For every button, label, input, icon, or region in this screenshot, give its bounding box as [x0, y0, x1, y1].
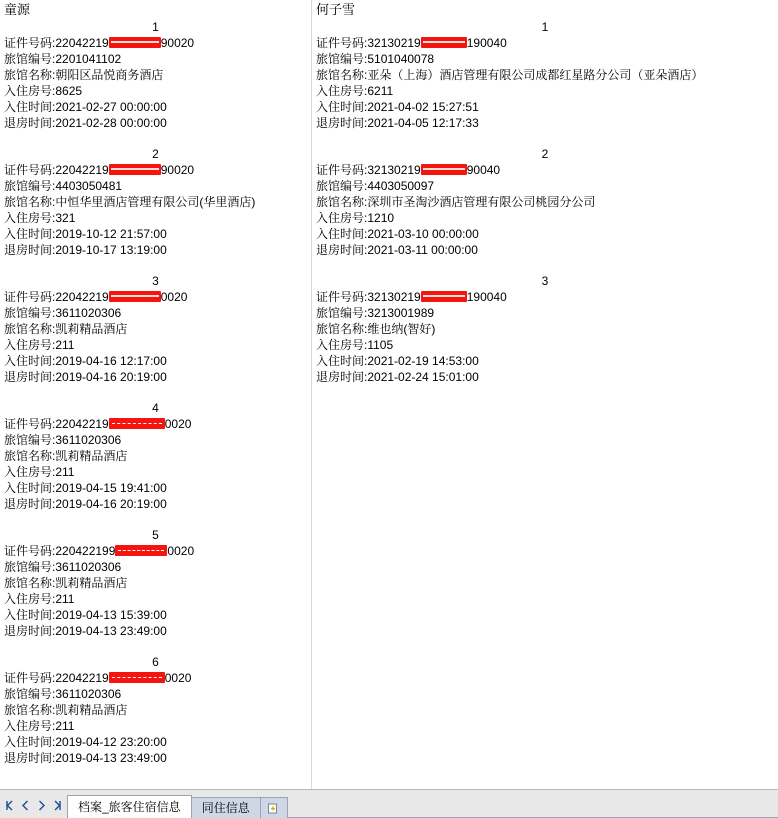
- record-field: [0, 464, 311, 480]
- record-index: 3: [541, 274, 549, 288]
- record-index: 1: [541, 20, 549, 34]
- field-value: 2021-02-28 00:00:00: [55, 116, 167, 130]
- redaction-bar-icon: [421, 291, 467, 302]
- field-label: 退房时间:: [316, 370, 368, 384]
- record-spacer: [0, 512, 311, 528]
- field-value: 2019-04-13 15:39:00: [55, 608, 167, 622]
- field-label: 旅馆编号:: [4, 433, 56, 447]
- person-name-left: 童源: [4, 2, 31, 17]
- record-field: [0, 289, 311, 305]
- record-index: 2: [152, 147, 159, 161]
- field-label: 退房时间:: [316, 116, 368, 130]
- record-field: [0, 210, 311, 226]
- field-value: 3213001989: [367, 306, 435, 320]
- field-value-suffix: 90020: [160, 36, 195, 50]
- field-value: 维也纳(智好): [367, 322, 436, 336]
- record-field: [0, 99, 311, 115]
- field-value: 2019-04-15 19:41:00: [55, 481, 167, 495]
- field-value-prefix: 22042219: [55, 671, 109, 685]
- field-value: 211: [55, 465, 75, 479]
- record-field: [0, 559, 311, 575]
- field-label: 旅馆名称:: [316, 322, 368, 336]
- field-label: 退房时间:: [4, 243, 56, 257]
- field-label: 入住房号:: [4, 211, 56, 225]
- record-field: [0, 115, 311, 131]
- record-spacer: [312, 258, 778, 274]
- field-value: 2019-04-16 20:19:00: [55, 497, 167, 511]
- record-field: [312, 178, 778, 194]
- record-block: [312, 147, 778, 258]
- record-field: [0, 480, 311, 496]
- last-sheet-icon[interactable]: [52, 800, 63, 811]
- record-block: [312, 274, 778, 385]
- record-field: [0, 369, 311, 385]
- record-index: 1: [152, 20, 159, 34]
- sheet-tab-label: 档案_旅客住宿信息: [78, 800, 181, 814]
- field-label: 入住时间:: [4, 608, 56, 622]
- field-value: 2019-04-13 23:49:00: [55, 751, 167, 765]
- record-spacer: [312, 131, 778, 147]
- field-label: 入住时间:: [4, 100, 56, 114]
- field-value: 亚朵（上海）酒店管理有限公司成都红星路分公司（亚朵酒店）: [367, 68, 704, 82]
- record-field: [0, 416, 311, 432]
- field-label: 旅馆名称:: [316, 68, 368, 82]
- field-label: 旅馆编号:: [4, 687, 56, 701]
- sheet-nav-arrows[interactable]: [0, 794, 67, 818]
- redaction-bar-icon: [421, 164, 467, 175]
- field-label: 入住房号:: [4, 338, 56, 352]
- record-spacer: [0, 131, 311, 147]
- redaction-bar-icon: [109, 672, 165, 683]
- record-field: [0, 686, 311, 702]
- field-label: 入住房号:: [316, 84, 368, 98]
- record-field: [0, 242, 311, 258]
- field-value-prefix: 32130219: [367, 36, 421, 50]
- field-value: 3611020306: [55, 306, 122, 320]
- record-field: [0, 321, 311, 337]
- record-field: [312, 353, 778, 369]
- field-value: 2021-02-24 15:01:00: [367, 370, 479, 384]
- field-value-suffix: 90020: [160, 163, 195, 177]
- redaction-bar-icon: [109, 291, 161, 302]
- field-value: 2021-04-05 12:17:33: [367, 116, 479, 130]
- field-value: 321: [55, 211, 76, 225]
- record-index: 5: [152, 528, 159, 542]
- field-label: 入住时间:: [4, 481, 56, 495]
- record-field: [312, 83, 778, 99]
- record-field: [312, 67, 778, 83]
- field-value: 2021-03-11 00:00:00: [367, 243, 478, 257]
- sheet-tabs: [67, 796, 260, 818]
- field-label: 旅馆名称:: [4, 703, 56, 717]
- field-value: 中恒华里酒店管理有限公司(华里酒店): [55, 195, 256, 209]
- record-field: [0, 178, 311, 194]
- field-value: 211: [55, 719, 75, 733]
- field-label: 证件号码:: [316, 36, 368, 50]
- field-value: 1210: [367, 211, 395, 225]
- field-label: 入住房号:: [316, 211, 368, 225]
- record-block: [0, 655, 311, 766]
- field-value-prefix: 32130219: [367, 290, 421, 304]
- record-field: [0, 734, 311, 750]
- field-value-prefix: 220422199: [55, 544, 116, 558]
- field-value: 211: [55, 338, 75, 352]
- field-value-suffix: 0020: [164, 417, 192, 431]
- record-block: [0, 20, 311, 131]
- field-label: 入住时间:: [316, 100, 368, 114]
- field-label: 退房时间:: [4, 497, 56, 511]
- field-label: 退房时间:: [4, 370, 56, 384]
- field-label: 证件号码:: [4, 417, 56, 431]
- record-block: [0, 528, 311, 639]
- left-column: [0, 0, 312, 766]
- field-label: 旅馆名称:: [4, 576, 56, 590]
- field-label: 旅馆编号:: [4, 179, 56, 193]
- field-value-prefix: 22042219: [55, 417, 109, 431]
- field-value: 朝阳区品悦商务酒店: [55, 68, 164, 82]
- person-name-right: 何子雪: [316, 2, 356, 17]
- field-value: 3611020306: [55, 433, 122, 447]
- field-value: 2201041102: [55, 52, 122, 66]
- field-value-suffix: 0020: [167, 544, 195, 558]
- field-value: 6211: [367, 84, 394, 98]
- record-field: [0, 432, 311, 448]
- field-value: 3611020306: [55, 560, 122, 574]
- record-field: [312, 194, 778, 210]
- field-label: 证件号码:: [4, 290, 56, 304]
- record-field: [0, 623, 311, 639]
- record-field: [312, 35, 778, 51]
- record-field: [312, 115, 778, 131]
- records-left: [0, 20, 311, 766]
- record-field: [312, 337, 778, 353]
- record-field: [0, 718, 311, 734]
- field-value-prefix: 22042219: [55, 163, 109, 177]
- field-value-prefix: 22042219: [55, 290, 109, 304]
- record-field: [0, 194, 311, 210]
- record-field: [0, 607, 311, 623]
- record-field: [0, 670, 311, 686]
- previous-sheet-icon[interactable]: [20, 800, 31, 811]
- redaction-bar-icon: [421, 37, 467, 48]
- field-value: 2021-02-19 14:53:00: [367, 354, 479, 368]
- field-label: 证件号码:: [4, 671, 56, 685]
- field-value: 5101040078: [367, 52, 435, 66]
- field-label: 退房时间:: [4, 624, 56, 638]
- field-label: 入住时间:: [316, 354, 368, 368]
- field-label: 证件号码:: [4, 36, 56, 50]
- record-index: 6: [152, 655, 159, 669]
- record-field: [0, 353, 311, 369]
- record-field: [0, 35, 311, 51]
- record-field: [312, 242, 778, 258]
- field-label: 证件号码:: [4, 544, 56, 558]
- tabbar-filler: [288, 795, 778, 818]
- record-field: [0, 448, 311, 464]
- add-sheet-button[interactable]: [260, 797, 288, 818]
- records-right: [312, 20, 778, 385]
- field-value: 凯莉精品酒店: [55, 703, 128, 717]
- field-value: 211: [55, 592, 75, 606]
- record-block: [312, 20, 778, 131]
- field-label: 旅馆编号:: [4, 52, 56, 66]
- field-label: 旅馆编号:: [316, 306, 368, 320]
- record-index: 3: [152, 274, 159, 288]
- record-field: [0, 337, 311, 353]
- field-value: 2019-04-12 23:20:00: [55, 735, 167, 749]
- field-label: 入住时间:: [4, 735, 56, 749]
- field-label: 旅馆编号:: [316, 52, 368, 66]
- record-field: [0, 750, 311, 766]
- field-value-suffix: 0020: [164, 671, 192, 685]
- redaction-bar-icon: [109, 164, 161, 175]
- field-label: 入住房号:: [4, 84, 56, 98]
- record-index: 2: [541, 147, 549, 161]
- field-value: 凯莉精品酒店: [55, 449, 128, 463]
- field-label: 退房时间:: [4, 751, 56, 765]
- field-label: 旅馆名称:: [316, 195, 368, 209]
- field-label: 入住时间:: [4, 227, 56, 241]
- record-field: [0, 67, 311, 83]
- field-value: 3611020306: [55, 687, 122, 701]
- sheet-tab-label: 同住信息: [201, 801, 250, 815]
- field-label: 旅馆编号:: [316, 179, 368, 193]
- record-field: [0, 496, 311, 512]
- field-value-suffix: 0020: [160, 290, 188, 304]
- field-label: 旅馆名称:: [4, 449, 56, 463]
- field-label: 入住房号:: [316, 338, 368, 352]
- redaction-bar-icon: [109, 418, 165, 429]
- record-spacer: [0, 385, 311, 401]
- field-value: 2021-04-02 15:27:51: [367, 100, 479, 114]
- redaction-bar-icon: [109, 37, 161, 48]
- field-label: 入住房号:: [4, 719, 56, 733]
- field-value-prefix: 32130219: [367, 163, 421, 177]
- field-label: 入住时间:: [316, 227, 368, 241]
- field-value-prefix: 22042219: [55, 36, 109, 50]
- field-value: 2019-04-16 20:19:00: [55, 370, 167, 384]
- field-value: 2021-02-27 00:00:00: [55, 100, 167, 114]
- field-value: 1105: [367, 338, 394, 352]
- redaction-bar-icon: [115, 545, 167, 556]
- record-field: [0, 591, 311, 607]
- field-label: 入住时间:: [4, 354, 56, 368]
- record-field: [312, 305, 778, 321]
- field-value-suffix: 190040: [466, 36, 507, 50]
- field-value: 凯莉精品酒店: [55, 322, 128, 336]
- sheet-tab[interactable]: [191, 797, 261, 818]
- right-column: [312, 0, 778, 385]
- record-field: [312, 321, 778, 337]
- record-field: [312, 210, 778, 226]
- record-field: [0, 162, 311, 178]
- record-field: [0, 226, 311, 242]
- field-label: 证件号码:: [4, 163, 56, 177]
- next-sheet-icon[interactable]: [36, 800, 47, 811]
- record-field: [312, 369, 778, 385]
- record-block: [0, 274, 311, 385]
- field-value: 2019-10-12 21:57:00: [55, 227, 167, 241]
- field-value-suffix: 90040: [466, 163, 501, 177]
- record-block: [0, 147, 311, 258]
- field-value: 2019-10-17 13:19:00: [55, 243, 167, 257]
- sheet-tab[interactable]: [67, 795, 192, 818]
- record-field: [312, 289, 778, 305]
- field-value: 深圳市圣淘沙酒店管理有限公司桃园分公司: [367, 195, 596, 209]
- record-field: [0, 543, 311, 559]
- record-block: [0, 401, 311, 512]
- field-label: 证件号码:: [316, 290, 368, 304]
- record-field: [0, 575, 311, 591]
- record-field: [0, 702, 311, 718]
- field-label: 退房时间:: [316, 243, 368, 257]
- field-label: 旅馆编号:: [4, 560, 56, 574]
- field-label: 旅馆名称:: [4, 195, 56, 209]
- record-field: [312, 162, 778, 178]
- sheet-tab-bar: [0, 789, 778, 818]
- field-value: 8625: [55, 84, 83, 98]
- record-field: [312, 226, 778, 242]
- record-field: [312, 99, 778, 115]
- record-spacer: [0, 639, 311, 655]
- record-field: [0, 305, 311, 321]
- field-label: 入住房号:: [4, 465, 56, 479]
- field-value-suffix: 190040: [466, 290, 507, 304]
- field-value: 4403050481: [55, 179, 123, 193]
- field-label: 入住房号:: [4, 592, 56, 606]
- field-label: 退房时间:: [4, 116, 56, 130]
- field-label: 旅馆编号:: [4, 306, 56, 320]
- record-field: [0, 51, 311, 67]
- record-field: [0, 83, 311, 99]
- field-value: 2019-04-16 12:17:00: [55, 354, 167, 368]
- field-label: 证件号码:: [316, 163, 368, 177]
- field-label: 旅馆名称:: [4, 322, 56, 336]
- record-spacer: [0, 258, 311, 274]
- field-value: 4403050097: [367, 179, 435, 193]
- record-index: 4: [152, 401, 159, 415]
- field-label: 旅馆名称:: [4, 68, 56, 82]
- field-value: 2021-03-10 00:00:00: [367, 227, 479, 241]
- first-sheet-icon[interactable]: [4, 800, 15, 811]
- field-value: 凯莉精品酒店: [55, 576, 128, 590]
- record-field: [312, 51, 778, 67]
- field-value: 2019-04-13 23:49:00: [55, 624, 167, 638]
